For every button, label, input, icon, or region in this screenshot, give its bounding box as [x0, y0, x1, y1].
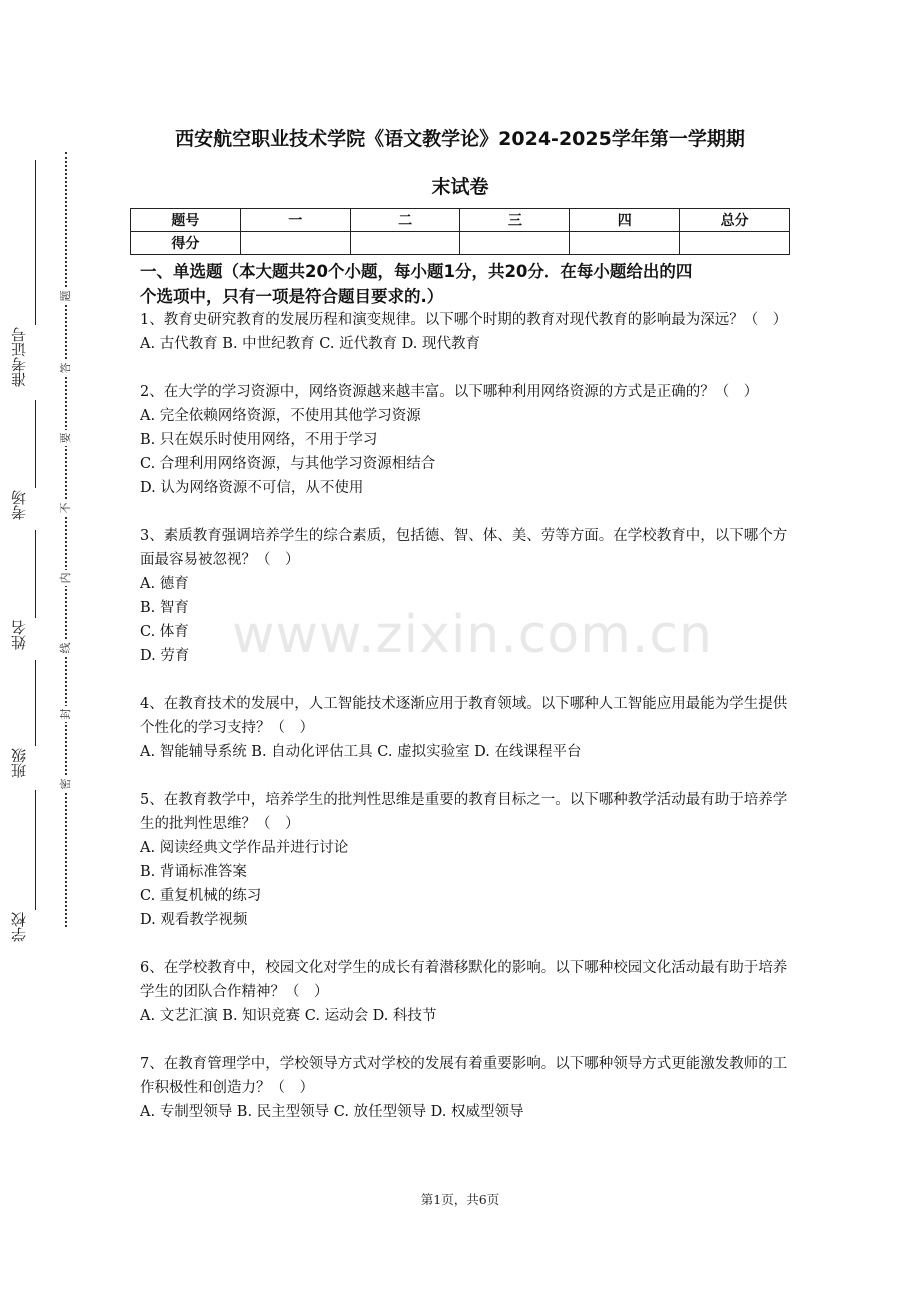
- seal-char: 内: [58, 570, 74, 586]
- exam-title-line1: 西安航空职业技术学院《语文教学论》2024-2025学年第一学期期: [175, 128, 745, 150]
- section-heading-line2: 个选项中，只有一项是符合题目要求的.）: [140, 287, 444, 306]
- question-5: [140, 788, 790, 932]
- question-2: [140, 380, 790, 500]
- option-a: A. 阅读经典文学作品并进行讨论: [140, 840, 349, 856]
- question-stem: 1、教育史研究教育的发展历程和演变规律。以下哪个时期的教育对现代教育的影响最为深远？（ ）: [140, 312, 788, 328]
- score-cell: [240, 232, 350, 255]
- option-b: B. 背诵标准答案: [140, 864, 247, 880]
- watermark: www.zixin.com.cn: [232, 605, 713, 665]
- score-cell: 四: [570, 209, 680, 232]
- score-table-score-row: [131, 232, 790, 255]
- seal-dotted-line: [65, 152, 67, 927]
- option-c: C. 重复机械的练习: [140, 888, 262, 904]
- option-d: D. 观看教学视频: [140, 912, 248, 928]
- seal-char: 密: [58, 776, 74, 792]
- question-options: A. 古代教育 B. 中世纪教育 C. 近代教育 D. 现代教育: [140, 336, 481, 352]
- score-cell: 二: [350, 209, 460, 232]
- question-stem: 4、在教育技术的发展中，人工智能技术逐渐应用于教育领域。以下哪种人工智能应用最能为学生提供个性化的学习支持？（ ）: [140, 696, 788, 736]
- question-options: A. 文艺汇演 B. 知识竞赛 C. 运动会 D. 科技节: [140, 1008, 437, 1024]
- option-a: A. 完全依赖网络资源，不使用其他学习资源: [140, 408, 421, 424]
- score-table-header-row: [131, 209, 790, 232]
- score-cell: 得分: [131, 232, 241, 255]
- seal-char: 答: [58, 360, 74, 376]
- margin-line-exam-number: [35, 160, 36, 325]
- margin-field-exam-room: 考场: [10, 490, 28, 520]
- margin-field-name: 姓名: [10, 620, 28, 650]
- margin-line-class: [35, 660, 36, 746]
- option-b: B. 智育: [140, 600, 189, 616]
- score-cell: [680, 232, 790, 255]
- margin-field-exam-number: 准考证号: [10, 327, 28, 387]
- score-cell: [570, 232, 680, 255]
- seal-char: 要: [58, 430, 74, 446]
- score-cell: 总分: [680, 209, 790, 232]
- seal-char: 不: [58, 500, 74, 516]
- section-heading-line1: 一、单选题（本大题共20个小题，每小题1分，共20分．在每小题给出的四: [140, 262, 693, 281]
- score-cell: [460, 232, 570, 255]
- score-table: [130, 208, 790, 255]
- option-d: D. 认为网络资源不可信，从不使用: [140, 480, 364, 496]
- question-stem: 5、在教育教学中，培养学生的批判性思维是重要的教育目标之一。以下哪种教学活动最有助于培养学生的批判性思维？（ ）: [140, 792, 788, 832]
- question-options: A. 智能辅导系统 B. 自动化评估工具 C. 虚拟实验室 D. 在线课程平台: [140, 744, 582, 760]
- option-c: C. 体育: [140, 624, 189, 640]
- option-d: D. 劳育: [140, 648, 190, 664]
- question-list: [140, 308, 790, 1148]
- margin-field-class: 班级: [10, 748, 28, 778]
- question-3: [140, 524, 790, 668]
- option-c: C. 合理利用网络资源，与其他学习资源相结合: [140, 456, 436, 472]
- seal-char: 线: [58, 640, 74, 656]
- question-4: [140, 692, 790, 764]
- question-7: [140, 1052, 790, 1124]
- page-footer: 第1页，共6页: [420, 1192, 500, 1207]
- seal-char: 封: [58, 706, 74, 722]
- exam-title-line2: 末试卷: [431, 176, 489, 198]
- margin-field-school: 学校: [10, 912, 28, 942]
- seal-char: 题: [58, 288, 74, 304]
- margin-line-exam-room: [35, 400, 36, 488]
- question-6: [140, 956, 790, 1028]
- section-heading: [140, 259, 790, 309]
- score-cell: [350, 232, 460, 255]
- option-b: B. 只在娱乐时使用网络，不用于学习: [140, 432, 378, 448]
- score-cell: 题号: [131, 209, 241, 232]
- score-cell: 三: [460, 209, 570, 232]
- score-cell: 一: [240, 209, 350, 232]
- margin-line-school: [35, 790, 36, 910]
- question-options: A. 专制型领导 B. 民主型领导 C. 放任型领导 D. 权威型领导: [140, 1104, 524, 1120]
- question-stem: 7、在教育管理学中，学校领导方式对学校的发展有着重要影响。以下哪种领导方式更能激发教师的工作积极性和创造力？（ ）: [140, 1056, 788, 1096]
- question-stem: 6、在学校教育中，校园文化对学生的成长有着潜移默化的影响。以下哪种校园文化活动最有助于培养学生的团队合作精神？（ ）: [140, 960, 788, 1000]
- question-stem: 2、在大学的学习资源中，网络资源越来越丰富。以下哪种利用网络资源的方式是正确的？（ ）: [140, 384, 759, 400]
- question-1: [140, 308, 790, 356]
- margin-line-name: [35, 530, 36, 618]
- option-a: A. 德育: [140, 576, 189, 592]
- question-stem: 3、素质教育强调培养学生的综合素质，包括德、智、体、美、劳等方面。在学校教育中，以下哪个方面最容易被忽视？（ ）: [140, 528, 788, 568]
